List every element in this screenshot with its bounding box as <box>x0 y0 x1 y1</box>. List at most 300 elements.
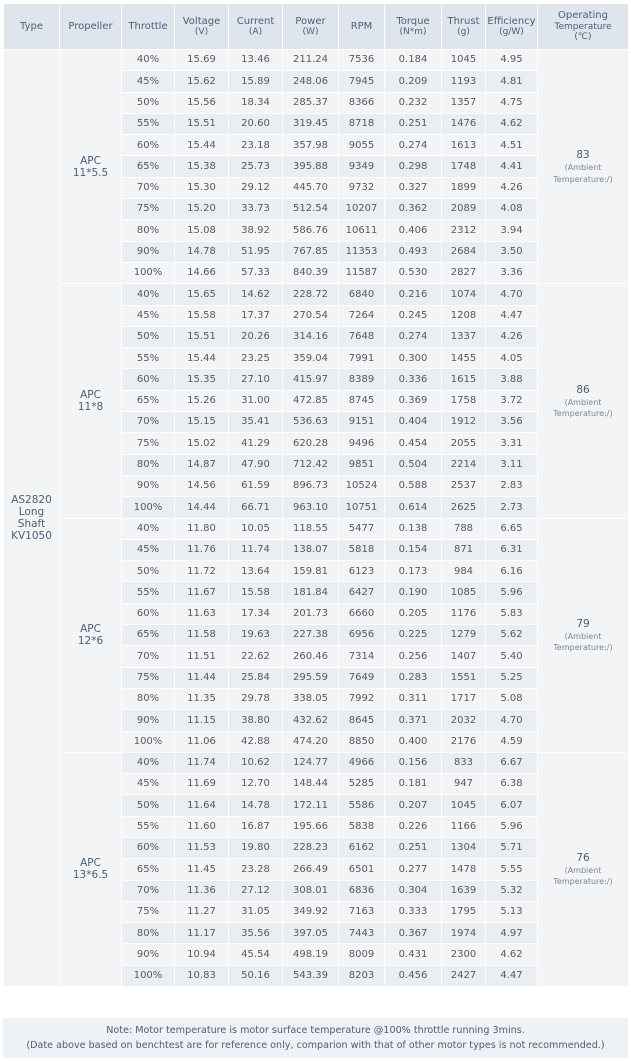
data-cell: 14.62 <box>229 284 283 305</box>
data-cell: 15.51 <box>175 326 229 347</box>
throttle-cell: 60% <box>122 837 175 858</box>
data-cell: 0.588 <box>385 475 442 496</box>
data-cell: 6.38 <box>486 774 538 795</box>
data-cell: 586.76 <box>283 220 339 241</box>
data-cell: 0.207 <box>385 795 442 816</box>
data-cell: 871 <box>442 539 486 560</box>
data-cell: 260.46 <box>283 646 339 667</box>
data-cell: 15.89 <box>229 71 283 92</box>
data-cell: 445.70 <box>283 177 339 198</box>
data-cell: 349.92 <box>283 901 339 922</box>
throttle-cell: 80% <box>122 923 175 944</box>
data-cell: 1407 <box>442 646 486 667</box>
data-cell: 18.34 <box>229 92 283 113</box>
data-cell: 15.69 <box>175 50 229 71</box>
data-cell: 788 <box>442 518 486 539</box>
data-cell: 0.404 <box>385 412 442 433</box>
data-cell: 5586 <box>339 795 385 816</box>
column-header <box>122 4 175 50</box>
data-cell: 22.62 <box>229 646 283 667</box>
data-cell: 47.90 <box>229 454 283 475</box>
data-cell: 228.23 <box>283 837 339 858</box>
table-row <box>4 752 629 773</box>
data-cell: 1357 <box>442 92 486 113</box>
data-cell: 5.40 <box>486 646 538 667</box>
data-cell: 3.31 <box>486 433 538 454</box>
data-cell: 11.67 <box>175 582 229 603</box>
temperature-value: 86 <box>576 383 590 396</box>
propeller-line: 12*6 <box>77 635 104 648</box>
throttle-cell: 55% <box>122 113 175 134</box>
data-cell: 6162 <box>339 837 385 858</box>
data-cell: 0.530 <box>385 262 442 283</box>
column-header-unit: (℃) <box>574 32 592 43</box>
throttle-cell: 70% <box>122 177 175 198</box>
data-cell: 227.38 <box>283 625 339 646</box>
propeller-line: 11*8 <box>77 400 104 413</box>
data-cell: 3.94 <box>486 220 538 241</box>
data-cell: 7991 <box>339 348 385 369</box>
throttle-cell: 55% <box>122 582 175 603</box>
data-cell: 15.58 <box>175 305 229 326</box>
column-header-unit: (g) <box>457 27 470 38</box>
data-cell: 4.47 <box>486 305 538 326</box>
data-cell: 6.31 <box>486 539 538 560</box>
data-cell: 6.65 <box>486 518 538 539</box>
data-cell: 0.274 <box>385 135 442 156</box>
column-header <box>442 4 486 50</box>
data-cell: 1045 <box>442 50 486 71</box>
data-cell: 11.80 <box>175 518 229 539</box>
data-cell: 266.49 <box>283 859 339 880</box>
data-cell: 295.59 <box>283 667 339 688</box>
data-cell: 15.35 <box>175 369 229 390</box>
data-cell: 7992 <box>339 688 385 709</box>
data-cell: 0.400 <box>385 731 442 752</box>
throttle-cell: 60% <box>122 135 175 156</box>
throttle-cell: 65% <box>122 625 175 646</box>
throttle-cell: 70% <box>122 646 175 667</box>
data-cell: 23.18 <box>229 135 283 156</box>
data-cell: 963.10 <box>283 497 339 518</box>
data-cell: 33.73 <box>229 199 283 220</box>
column-header <box>486 4 538 50</box>
data-cell: 0.232 <box>385 92 442 113</box>
data-cell: 118.55 <box>283 518 339 539</box>
data-cell: 20.26 <box>229 326 283 347</box>
data-cell: 51.95 <box>229 241 283 262</box>
data-cell: 195.66 <box>283 816 339 837</box>
propeller-line: APC <box>80 857 101 870</box>
data-cell: 11.74 <box>229 539 283 560</box>
motor-type-line: AS2820 <box>11 493 52 506</box>
data-cell: 181.84 <box>283 582 339 603</box>
throttle-cell: 40% <box>122 284 175 305</box>
data-cell: 2055 <box>442 433 486 454</box>
data-cell: 12.70 <box>229 774 283 795</box>
data-cell: 31.00 <box>229 390 283 411</box>
data-cell: 0.298 <box>385 156 442 177</box>
data-cell: 4.59 <box>486 731 538 752</box>
throttle-cell: 90% <box>122 475 175 496</box>
data-cell: 5838 <box>339 816 385 837</box>
data-cell: 0.190 <box>385 582 442 603</box>
throttle-cell: 55% <box>122 816 175 837</box>
data-cell: 61.59 <box>229 475 283 496</box>
data-cell: 474.20 <box>283 731 339 752</box>
data-cell: 14.66 <box>175 262 229 283</box>
data-cell: 4.62 <box>486 944 538 965</box>
data-cell: 3.50 <box>486 241 538 262</box>
data-cell: 0.614 <box>385 497 442 518</box>
data-cell: 29.12 <box>229 177 283 198</box>
data-cell: 23.28 <box>229 859 283 880</box>
data-cell: 1748 <box>442 156 486 177</box>
data-cell: 15.62 <box>175 71 229 92</box>
data-cell: 4.81 <box>486 71 538 92</box>
throttle-cell: 55% <box>122 348 175 369</box>
data-cell: 148.44 <box>283 774 339 795</box>
data-cell: 1912 <box>442 412 486 433</box>
data-cell: 1304 <box>442 837 486 858</box>
temperature-note: Temperature:/) <box>553 408 613 418</box>
data-cell: 0.333 <box>385 901 442 922</box>
throttle-cell: 60% <box>122 603 175 624</box>
data-cell: 10207 <box>339 199 385 220</box>
data-cell: 15.02 <box>175 433 229 454</box>
data-cell: 13.64 <box>229 561 283 582</box>
throttle-cell: 75% <box>122 667 175 688</box>
data-cell: 2625 <box>442 497 486 518</box>
data-cell: 8645 <box>339 710 385 731</box>
data-cell: 14.78 <box>229 795 283 816</box>
data-cell: 3.11 <box>486 454 538 475</box>
data-cell: 2684 <box>442 241 486 262</box>
data-cell: 0.371 <box>385 710 442 731</box>
data-cell: 4.62 <box>486 113 538 134</box>
data-cell: 5.13 <box>486 901 538 922</box>
data-cell: 0.226 <box>385 816 442 837</box>
data-cell: 8389 <box>339 369 385 390</box>
temperature-cell <box>538 752 629 986</box>
column-header-label: Torque <box>396 15 430 27</box>
data-cell: 4.08 <box>486 199 538 220</box>
propeller-line: APC <box>80 623 101 636</box>
data-cell: 8718 <box>339 113 385 134</box>
data-cell: 11587 <box>339 262 385 283</box>
data-cell: 138.07 <box>283 539 339 560</box>
data-cell: 7163 <box>339 901 385 922</box>
data-cell: 0.369 <box>385 390 442 411</box>
note-line: Note: Motor temperature is motor surface temperature @100% throttle running 3mins. <box>106 1025 525 1036</box>
data-cell: 0.173 <box>385 561 442 582</box>
data-cell: 896.73 <box>283 475 339 496</box>
data-cell: 3.88 <box>486 369 538 390</box>
data-cell: 13.46 <box>229 50 283 71</box>
data-cell: 10524 <box>339 475 385 496</box>
data-cell: 270.54 <box>283 305 339 326</box>
data-cell: 8009 <box>339 944 385 965</box>
column-header-label: Efficiency <box>487 15 536 27</box>
propeller-line: 11*5.5 <box>72 166 109 179</box>
temperature-note: (Ambient <box>564 397 602 407</box>
data-cell: 11.44 <box>175 667 229 688</box>
data-cell: 7443 <box>339 923 385 944</box>
data-cell: 38.80 <box>229 710 283 731</box>
data-cell: 415.97 <box>283 369 339 390</box>
temperature-note: Temperature:/) <box>553 643 613 653</box>
data-cell: 25.84 <box>229 667 283 688</box>
data-cell: 35.56 <box>229 923 283 944</box>
data-cell: 5.83 <box>486 603 538 624</box>
throttle-cell: 75% <box>122 901 175 922</box>
temperature-value: 83 <box>576 149 590 162</box>
data-cell: 7945 <box>339 71 385 92</box>
data-cell: 5.55 <box>486 859 538 880</box>
data-cell: 4.41 <box>486 156 538 177</box>
data-cell: 6840 <box>339 284 385 305</box>
column-header-unit: (W) <box>302 27 319 38</box>
data-cell: 308.01 <box>283 880 339 901</box>
data-cell: 7649 <box>339 667 385 688</box>
data-cell: 1176 <box>442 603 486 624</box>
data-cell: 6123 <box>339 561 385 582</box>
propeller-cell <box>60 518 122 752</box>
data-cell: 11.72 <box>175 561 229 582</box>
column-header-label: Operating <box>558 10 608 22</box>
throttle-cell: 100% <box>122 731 175 752</box>
temperature-value: 76 <box>576 852 590 865</box>
data-cell: 11.17 <box>175 923 229 944</box>
data-cell: 14.56 <box>175 475 229 496</box>
column-header <box>339 4 385 50</box>
data-cell: 1193 <box>442 71 486 92</box>
data-cell: 4966 <box>339 752 385 773</box>
data-cell: 9851 <box>339 454 385 475</box>
data-cell: 15.15 <box>175 412 229 433</box>
data-cell: 41.29 <box>229 433 283 454</box>
throttle-cell: 65% <box>122 859 175 880</box>
data-cell: 0.493 <box>385 241 442 262</box>
data-cell: 14.78 <box>175 241 229 262</box>
data-cell: 7648 <box>339 326 385 347</box>
data-cell: 5.96 <box>486 816 538 837</box>
data-cell: 27.12 <box>229 880 283 901</box>
throttle-cell: 40% <box>122 518 175 539</box>
table-row <box>4 50 629 71</box>
data-cell: 15.30 <box>175 177 229 198</box>
data-cell: 3.36 <box>486 262 538 283</box>
data-cell: 0.138 <box>385 518 442 539</box>
data-cell: 2537 <box>442 475 486 496</box>
throttle-cell: 80% <box>122 220 175 241</box>
table-body <box>4 50 629 987</box>
data-cell: 20.60 <box>229 113 283 134</box>
throttle-cell: 70% <box>122 412 175 433</box>
data-cell: 5.25 <box>486 667 538 688</box>
data-cell: 4.05 <box>486 348 538 369</box>
data-cell: 11.60 <box>175 816 229 837</box>
data-cell: 712.42 <box>283 454 339 475</box>
throttle-cell: 50% <box>122 561 175 582</box>
data-cell: 8850 <box>339 731 385 752</box>
data-cell: 0.251 <box>385 837 442 858</box>
data-cell: 5.32 <box>486 880 538 901</box>
data-cell: 357.98 <box>283 135 339 156</box>
data-cell: 11.06 <box>175 731 229 752</box>
data-cell: 6956 <box>339 625 385 646</box>
data-cell: 23.25 <box>229 348 283 369</box>
data-cell: 2089 <box>442 199 486 220</box>
data-cell: 15.26 <box>175 390 229 411</box>
data-cell: 2827 <box>442 262 486 283</box>
data-cell: 66.71 <box>229 497 283 518</box>
column-header-label: Voltage <box>182 15 221 27</box>
throttle-cell: 45% <box>122 539 175 560</box>
data-cell: 19.80 <box>229 837 283 858</box>
data-cell: 6427 <box>339 582 385 603</box>
data-cell: 0.184 <box>385 50 442 71</box>
data-cell: 2.83 <box>486 475 538 496</box>
data-cell: 4.26 <box>486 326 538 347</box>
data-cell: 19.63 <box>229 625 283 646</box>
data-cell: 11.27 <box>175 901 229 922</box>
throttle-cell: 100% <box>122 262 175 283</box>
data-cell: 0.304 <box>385 880 442 901</box>
data-cell: 319.45 <box>283 113 339 134</box>
throttle-cell: 40% <box>122 50 175 71</box>
data-cell: 211.24 <box>283 50 339 71</box>
data-cell: 10751 <box>339 497 385 518</box>
throttle-cell: 90% <box>122 241 175 262</box>
data-cell: 11.15 <box>175 710 229 731</box>
column-header-label: Current <box>236 15 275 27</box>
data-cell: 0.245 <box>385 305 442 326</box>
data-cell: 6660 <box>339 603 385 624</box>
data-cell: 9055 <box>339 135 385 156</box>
data-cell: 947 <box>442 774 486 795</box>
data-cell: 25.73 <box>229 156 283 177</box>
throttle-cell: 100% <box>122 497 175 518</box>
throttle-cell: 90% <box>122 710 175 731</box>
data-cell: 833 <box>442 752 486 773</box>
data-cell: 620.28 <box>283 433 339 454</box>
temperature-note: (Ambient <box>564 632 602 641</box>
data-cell: 4.51 <box>486 135 538 156</box>
data-cell: 1279 <box>442 625 486 646</box>
throttle-cell: 60% <box>122 369 175 390</box>
data-cell: 5.62 <box>486 625 538 646</box>
data-cell: 285.37 <box>283 92 339 113</box>
data-cell: 0.456 <box>385 965 442 986</box>
data-cell: 6.67 <box>486 752 538 773</box>
data-cell: 1551 <box>442 667 486 688</box>
throttle-cell: 75% <box>122 433 175 454</box>
data-cell: 0.327 <box>385 177 442 198</box>
data-cell: 11.35 <box>175 688 229 709</box>
column-header <box>4 4 60 50</box>
temperature-note: (Ambient <box>564 866 602 876</box>
data-cell: 11.69 <box>175 774 229 795</box>
data-cell: 7264 <box>339 305 385 326</box>
data-cell: 0.256 <box>385 646 442 667</box>
data-cell: 840.39 <box>283 262 339 283</box>
throttle-cell: 50% <box>122 795 175 816</box>
data-cell: 0.504 <box>385 454 442 475</box>
data-cell: 8203 <box>339 965 385 986</box>
data-cell: 2.73 <box>486 497 538 518</box>
data-cell: 338.05 <box>283 688 339 709</box>
data-cell: 17.34 <box>229 603 283 624</box>
data-cell: 29.78 <box>229 688 283 709</box>
table-row <box>4 284 629 305</box>
temperature-note: Temperature:/) <box>553 877 613 887</box>
temperature-cell <box>538 518 629 752</box>
data-cell: 15.20 <box>175 199 229 220</box>
data-cell: 1974 <box>442 923 486 944</box>
data-cell: 767.85 <box>283 241 339 262</box>
data-cell: 5.71 <box>486 837 538 858</box>
data-cell: 11353 <box>339 241 385 262</box>
data-cell: 432.62 <box>283 710 339 731</box>
data-cell: 4.97 <box>486 923 538 944</box>
data-cell: 10.94 <box>175 944 229 965</box>
data-cell: 6836 <box>339 880 385 901</box>
data-cell: 14.44 <box>175 497 229 518</box>
data-cell: 5818 <box>339 539 385 560</box>
column-header-unit: (g/W) <box>499 27 524 38</box>
data-cell: 0.300 <box>385 348 442 369</box>
column-header-unit: (V) <box>194 27 209 38</box>
propeller-cell <box>60 752 122 986</box>
data-cell: 9496 <box>339 433 385 454</box>
data-cell: 984 <box>442 561 486 582</box>
data-cell: 395.88 <box>283 156 339 177</box>
data-cell: 45.54 <box>229 944 283 965</box>
data-cell: 10611 <box>339 220 385 241</box>
data-cell: 1208 <box>442 305 486 326</box>
data-cell: 5477 <box>339 518 385 539</box>
column-header-unit: (A) <box>248 27 263 38</box>
data-cell: 1795 <box>442 901 486 922</box>
data-cell: 397.05 <box>283 923 339 944</box>
data-cell: 172.11 <box>283 795 339 816</box>
data-cell: 15.65 <box>175 284 229 305</box>
data-cell: 14.87 <box>175 454 229 475</box>
table-header <box>4 4 629 50</box>
throttle-cell: 70% <box>122 880 175 901</box>
throttle-cell: 65% <box>122 156 175 177</box>
data-cell: 0.216 <box>385 284 442 305</box>
data-cell: 0.156 <box>385 752 442 773</box>
data-cell: 0.209 <box>385 71 442 92</box>
data-cell: 4.26 <box>486 177 538 198</box>
data-cell: 16.87 <box>229 816 283 837</box>
data-cell: 2300 <box>442 944 486 965</box>
throttle-cell: 80% <box>122 688 175 709</box>
data-cell: 11.51 <box>175 646 229 667</box>
column-header <box>385 4 442 50</box>
motor-test-data-table <box>3 3 629 987</box>
data-cell: 17.37 <box>229 305 283 326</box>
propeller-line: APC <box>80 154 101 167</box>
data-cell: 1085 <box>442 582 486 603</box>
data-cell: 6.07 <box>486 795 538 816</box>
data-cell: 3.72 <box>486 390 538 411</box>
data-cell: 0.367 <box>385 923 442 944</box>
temperature-note: Temperature:/) <box>553 174 613 184</box>
data-cell: 512.54 <box>283 199 339 220</box>
